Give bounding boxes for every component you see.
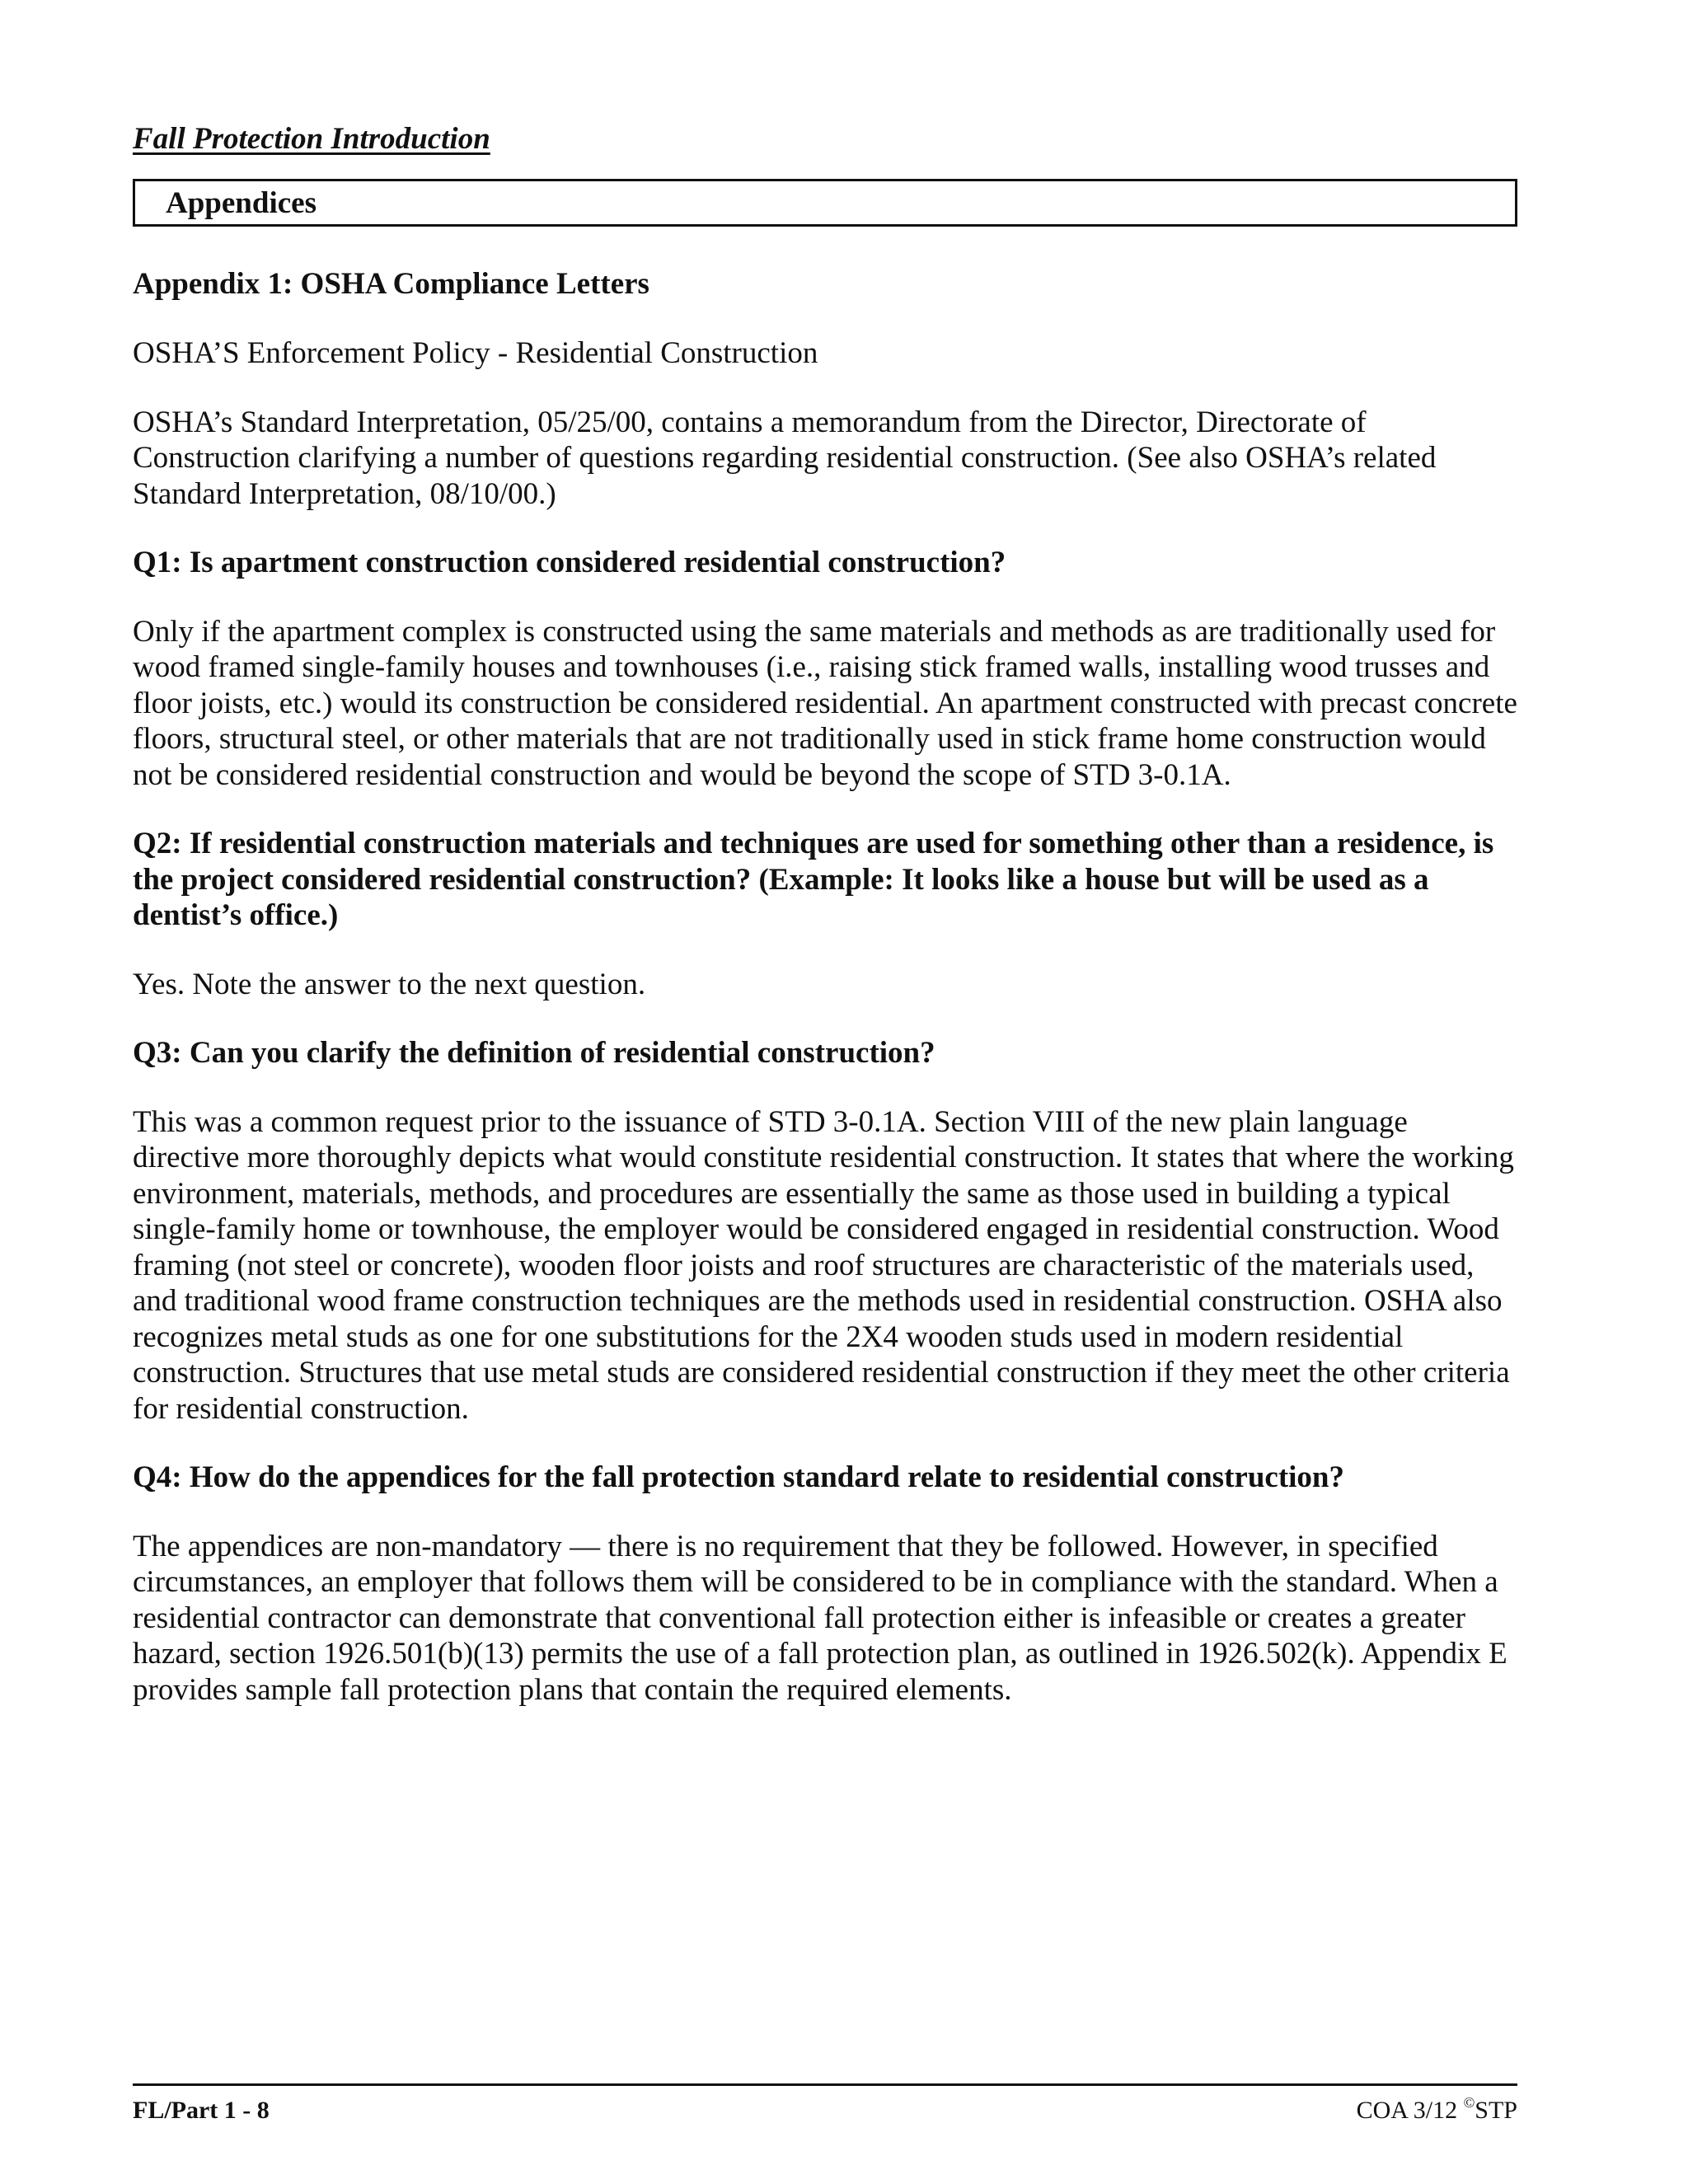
footer-copyright <box>1357 2096 1517 2125</box>
qa-item-1 <box>133 545 1517 793</box>
page-footer <box>133 2083 1517 2125</box>
footer-page-number: FL/Part 1 - 8 <box>133 2097 270 2124</box>
policy-title: OSHA’S Enforcement Policy - Residential Construction <box>133 336 818 370</box>
question-3: Q3: Can you clarify the definition of residential construction? <box>133 1036 935 1070</box>
appendix-title: Appendix 1: OSHA Compliance Letters <box>133 267 649 301</box>
section-box <box>133 179 1517 227</box>
answer-4: The appendices are non-mandatory — there is no requirement that they be followed. However, in specified circumstances, an employer that follows them will be considered to be in compliance with the standard. When a residential contractor can demonstrate that conventional fall protection either is infeasible or creates a greater hazard, section 1926.501(b)(13) permits the use of a fall protection plan, as outlined in 1926.502(k). Appendix E provides sample fall protection plans that contain the required elements. <box>133 1529 1507 1707</box>
question-2: Q2: If residential construction materials and techniques are used for something other than a residence, is the project considered residential construction? (Example: It looks like a house but will be used as a dentist’s office.) <box>133 827 1494 932</box>
answer-3: This was a common request prior to the issuance of STD 3-0.1A. Section VIII of the new plain language directive more thoroughly depicts what would constitute residential construction. It states that where the working environment, materials, methods, and procedures are essentially the same as those used in building a typical single-family home or townhouse, the employer would be considered engaged in residential construction. Wood framing (not steel or concrete), wooden floor joists and roof structures are characteristic of the materials used, and traditional wood frame construction techniques are the methods used in residential construction. OSHA also recognizes metal studs as one for one substitutions for the 2X4 wooden studs used in modern residential construction. Structures that use metal studs are considered residential construction if they meet the other criteria for residential construction. <box>133 1104 1514 1426</box>
qa-item-3 <box>133 1035 1517 1427</box>
section-box-label: Appendices <box>166 185 316 220</box>
document-page <box>133 124 1517 1741</box>
footer-copyright-prefix: COA 3/12 <box>1356 2097 1464 2124</box>
question-1: Q1: Is apartment construction considered residential construction? <box>133 546 1006 579</box>
running-head: Fall Protection Introduction <box>133 122 490 156</box>
answer-2: Yes. Note the answer to the next question. <box>133 967 646 1001</box>
copyright-symbol: © <box>1463 2094 1475 2111</box>
answer-1: Only if the apartment complex is constructed using the same materials and methods as are traditionally used for wood framed single-family houses and townhouses (i.e., raising stick framed walls, installing wood trusses and floor joists, etc.) would its construction be considered residential. An apartment constructed with precast concrete floors, structural steel, or other materials that are not traditionally used in stick frame home construction would not be considered residential construction and would be beyond the scope of STD 3-0.1A. <box>133 614 1517 792</box>
question-4: Q4: How do the appendices for the fall protection standard relate to residential construction? <box>133 1460 1344 1494</box>
qa-item-4 <box>133 1460 1517 1708</box>
footer-copyright-suffix: STP <box>1475 2097 1517 2124</box>
intro-paragraph: OSHA’s Standard Interpretation, 05/25/00, contains a memorandum from the Director, Directorate of Construction clarifying a number of questions regarding residential construction. (See also OSHA’s related Standard Interpretation, 08/10/00.) <box>133 405 1437 511</box>
qa-item-2 <box>133 826 1517 1002</box>
